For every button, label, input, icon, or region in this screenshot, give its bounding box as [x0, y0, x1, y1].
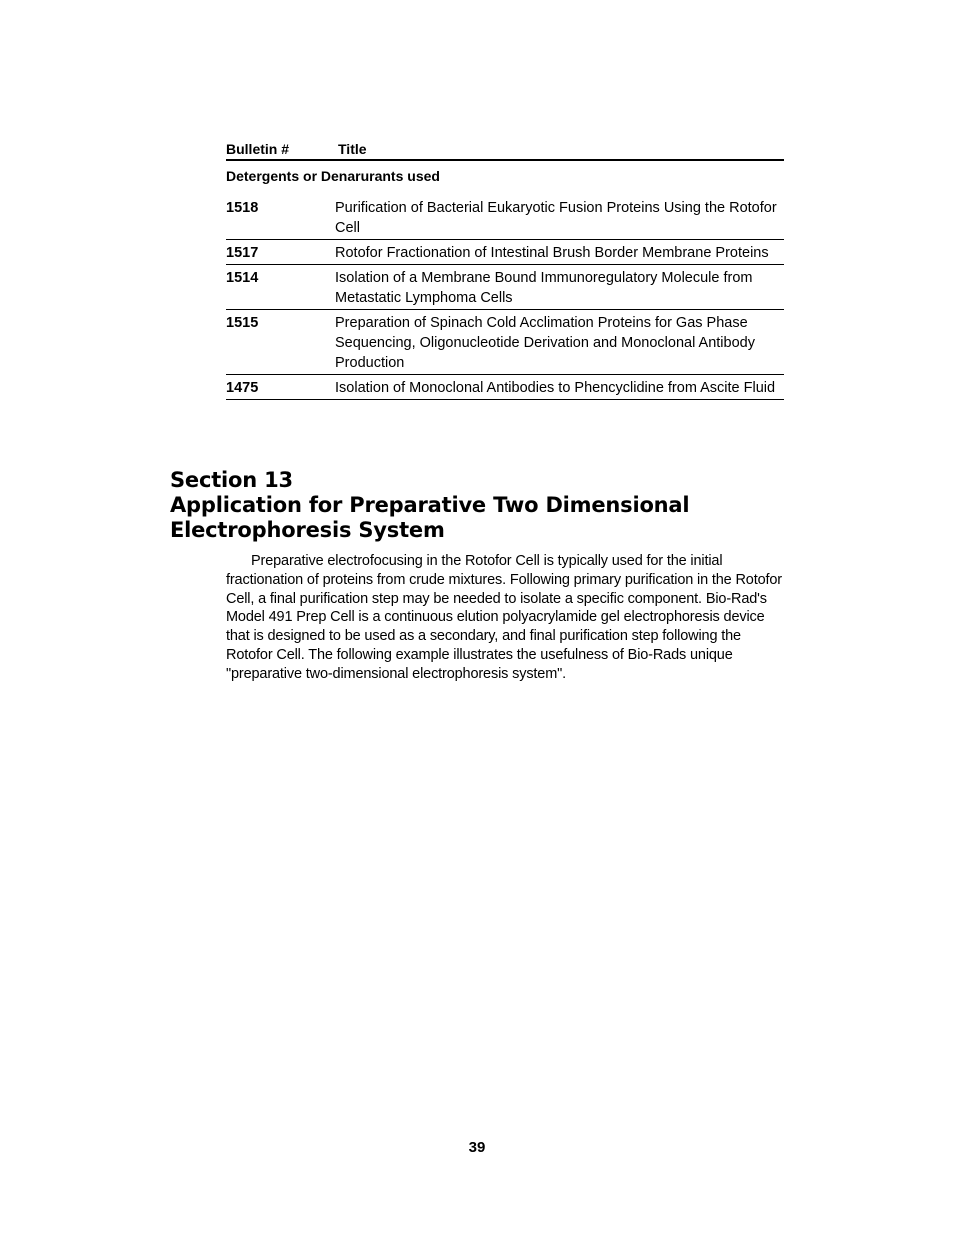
bulletin-table-header — [226, 141, 784, 161]
section-heading — [170, 468, 810, 543]
table-row — [226, 310, 784, 375]
bulletin-number: 1515 — [226, 315, 259, 331]
bulletin-title: Preparation of Spinach Cold Acclimation Proteins for Gas Phase Sequencing, Oligonucleotide Derivation and Monoclonal Antibody Production — [335, 315, 755, 371]
bulletin-title: Rotofor Fractionation of Intestinal Brush Border Membrane Proteins — [335, 245, 769, 261]
section-title-line-2: Electrophoresis System — [170, 518, 445, 542]
table-row — [226, 195, 784, 240]
table-group-label: Detergents or Denarurants used — [226, 168, 440, 184]
bulletin-number: 1475 — [226, 380, 259, 396]
column-header-bulletin: Bulletin # — [226, 141, 290, 157]
bulletin-title: Purification of Bacterial Eukaryotic Fusion Proteins Using the Rotofor Cell — [335, 200, 777, 236]
table-row — [226, 265, 784, 310]
table-row — [226, 375, 784, 400]
section-body-paragraph: Preparative electrofocusing in the Rotofor Cell is typically used for the initial fractionation of proteins from crude mixtures. Following primary purification in the Rotofor Cell, a final purification step may be needed to isolate a specific component. Bio-Rad's Model 491 Prep Cell is a continuous elution polyacrylamide gel electrophoresis device that is designed to be used as a secondary, and final purification step following the Rotofor Cell. The following example illustrates the usefulness of Bio-Rads unique "preparative two-dimensional electrophoresis system". — [226, 553, 782, 682]
bulletin-title: Isolation of a Membrane Bound Immunoregulatory Molecule from Metastatic Lymphoma Cells — [335, 270, 753, 306]
bulletin-number: 1514 — [226, 270, 259, 286]
bulletin-number: 1518 — [226, 200, 259, 216]
table-row — [226, 240, 784, 265]
section-number: Section 13 — [170, 468, 293, 492]
column-header-title: Title — [338, 141, 367, 157]
bulletin-number: 1517 — [226, 245, 259, 261]
section-title-line-1: Application for Preparative Two Dimensional — [170, 493, 690, 517]
bulletin-title: Isolation of Monoclonal Antibodies to Phencyclidine from Ascite Fluid — [335, 380, 776, 396]
bulletin-table-body — [226, 195, 784, 400]
page-number: 39 — [468, 1139, 486, 1156]
